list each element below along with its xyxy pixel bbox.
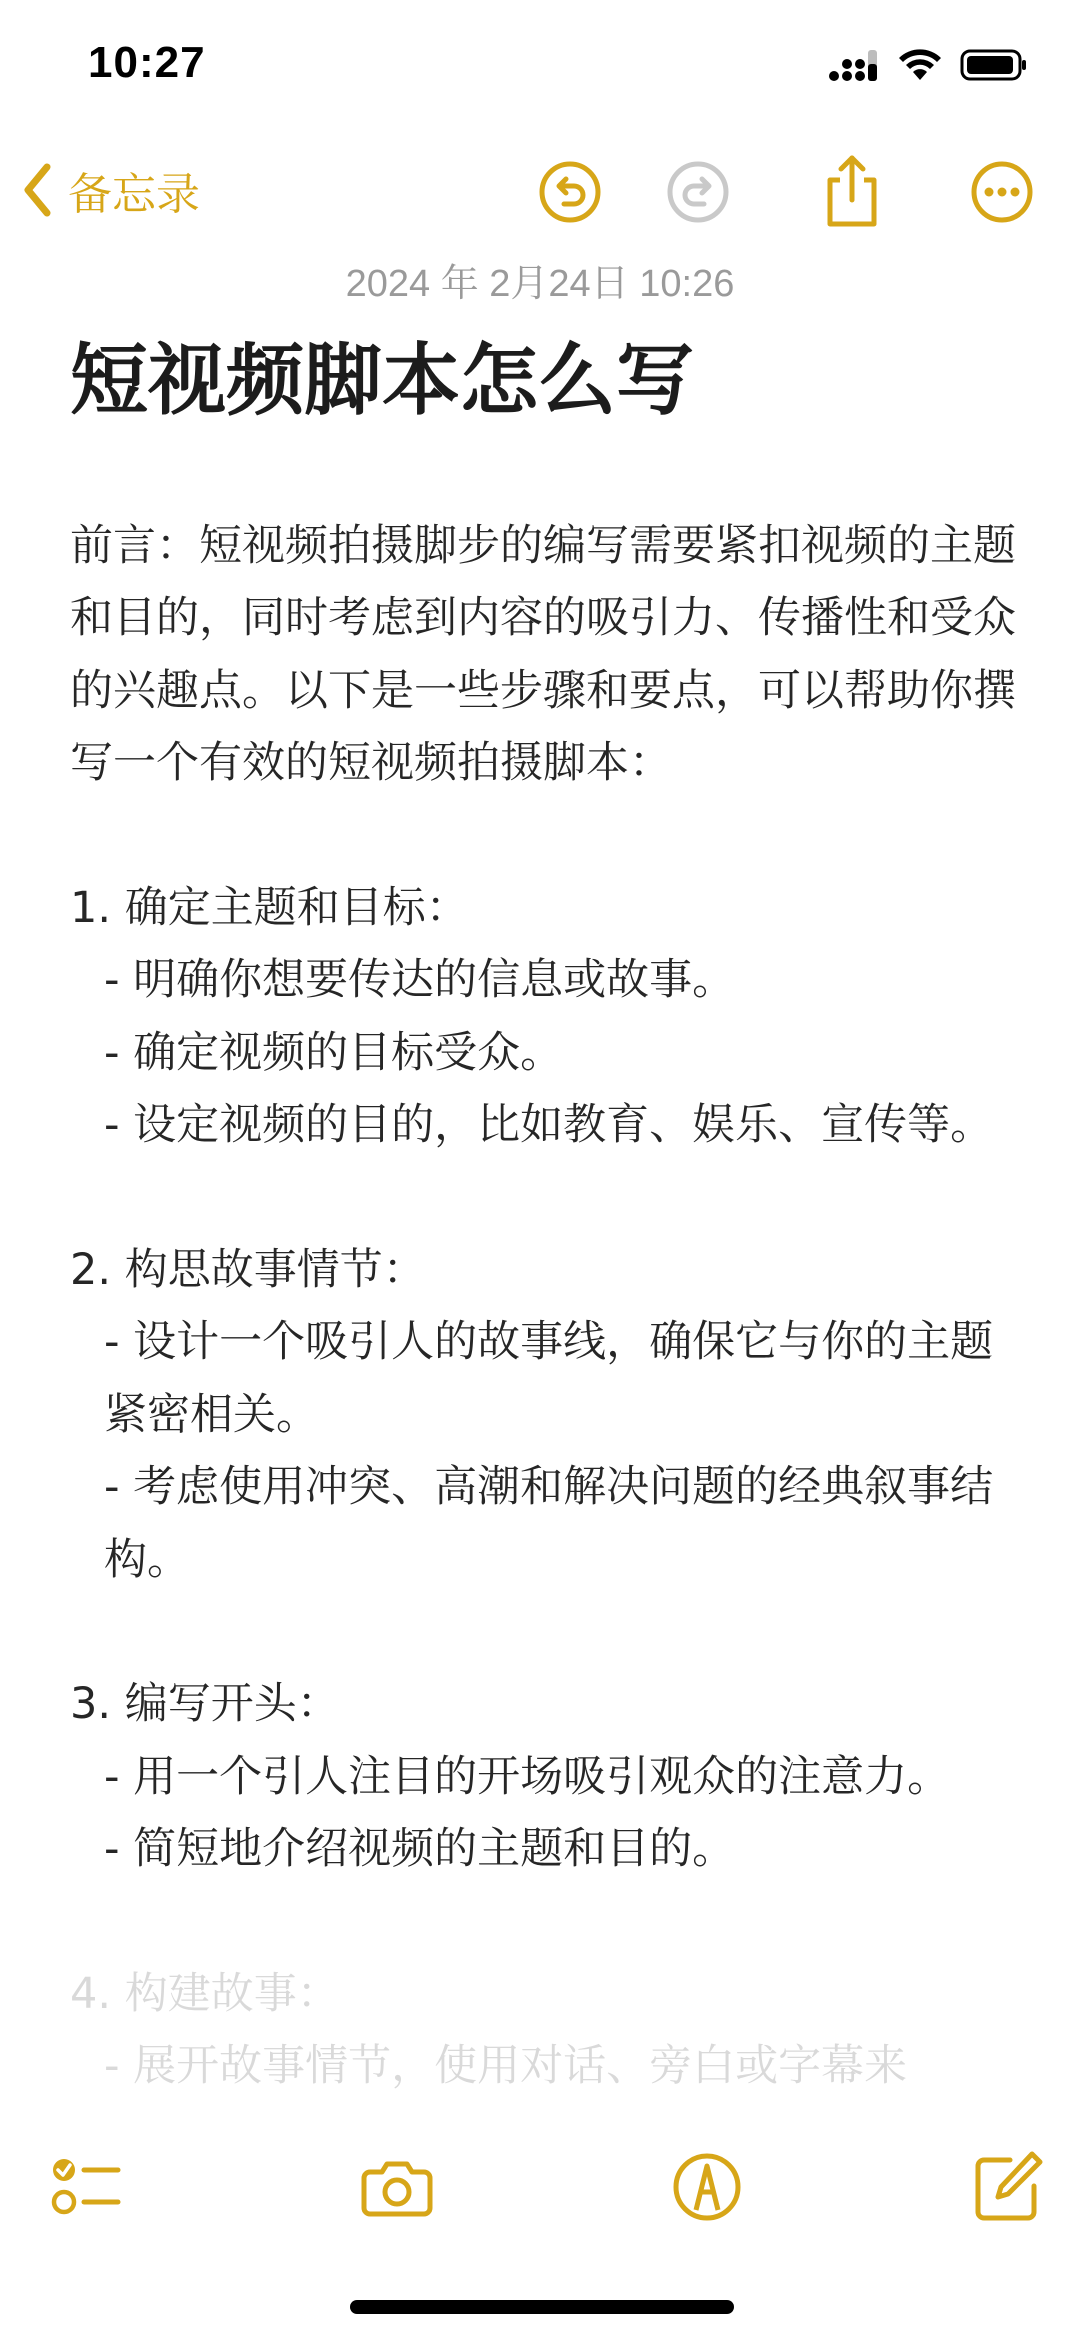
list-item: - 确定视频的目标受众。: [104, 1027, 564, 1078]
wifi-icon: [898, 48, 942, 82]
bottom-toolbar: [0, 2150, 1080, 2250]
undo-icon[interactable]: [538, 160, 602, 224]
note-body[interactable]: [70, 510, 1016, 2103]
section-heading: 3. 编写开头：: [70, 1679, 340, 1730]
more-icon[interactable]: [970, 160, 1034, 224]
section-heading: 2. 构思故事情节：: [70, 1245, 426, 1296]
list-item: - 用一个引人注目的开场吸引观众的注意力。: [104, 1751, 951, 1802]
note-title[interactable]: 短视频脚本怎么写: [70, 336, 695, 426]
status-time: 10:27: [88, 38, 206, 87]
compose-icon[interactable]: [970, 2150, 1044, 2224]
nav-bar: [0, 150, 1080, 240]
note-intro: 前言：短视频拍摄脚步的编写需要紧扣视频的主题和目的，同时考虑到内容的吸引力、传播性和受众的兴趣点。以下是一些步骤和要点，可以帮助你撰写一个有效的短视频拍摄脚本：: [70, 521, 1016, 789]
back-button[interactable]: [22, 158, 200, 222]
battery-icon: [960, 48, 1028, 82]
list-item: - 设计一个吸引人的故事线，确保它与你的主题紧密相关。: [104, 1317, 994, 1440]
markup-icon[interactable]: [670, 2150, 744, 2224]
back-button-label: 备忘录: [68, 169, 200, 220]
section-heading: 4. 构建故事：: [70, 1969, 340, 2020]
chevron-left-icon: [22, 163, 52, 217]
share-icon[interactable]: [820, 154, 884, 228]
list-item: - 简短地介绍视频的主题和目的。: [104, 1824, 736, 1875]
section-heading: 1. 确定主题和目标：: [70, 883, 469, 934]
status-bar: [0, 0, 1080, 140]
checklist-icon[interactable]: [48, 2150, 122, 2224]
note-date: 2024 年 2月24日 10:26: [345, 263, 735, 305]
status-icons: [828, 48, 1028, 82]
list-item: - 明确你想要传达的信息或故事。: [104, 955, 736, 1006]
list-item: - 考虑使用冲突、高潮和解决问题的经典叙事结构。: [104, 1462, 994, 1585]
home-indicator[interactable]: [350, 2300, 734, 2314]
cellular-signal-icon: [828, 48, 880, 82]
list-item: - 展开故事情节，使用对话、旁白或字幕来: [104, 2041, 908, 2092]
camera-icon[interactable]: [360, 2150, 434, 2224]
list-item: - 设定视频的目的，比如教育、娱乐、宣传等。: [104, 1100, 994, 1151]
redo-icon[interactable]: [666, 160, 730, 224]
